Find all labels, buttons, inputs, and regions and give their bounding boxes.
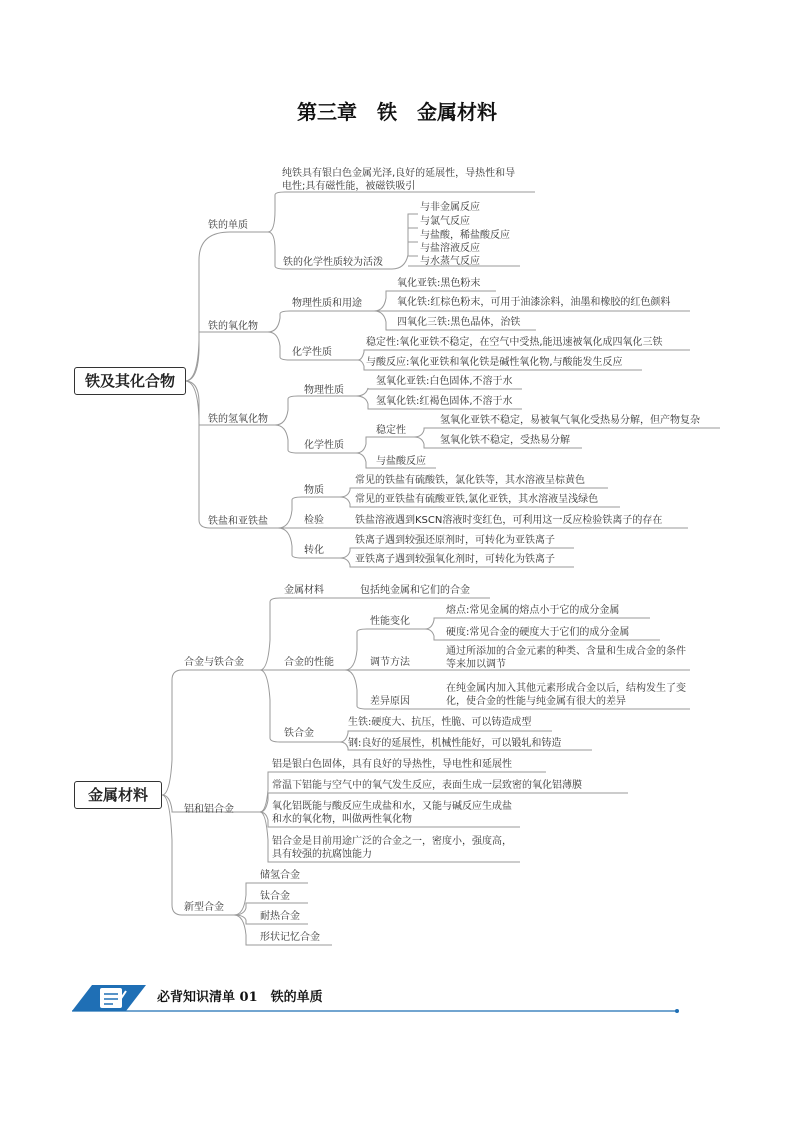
node-new-3: 耐热合金 (260, 911, 300, 922)
node-reaction-3: 与盐酸，稀盐酸反应 (420, 230, 510, 241)
node-hydroxide-stability: 稳定性 (376, 425, 406, 436)
node-reaction-4: 与盐溶液反应 (420, 243, 480, 254)
node-hydroxide-phys-1: 氢氧化亚铁:白色固体,不溶于水 (376, 376, 513, 387)
node-reaction-5: 与水蒸气反应 (420, 256, 480, 267)
node-iron-hydroxides: 铁的氢氧化物 (208, 414, 268, 425)
node-iron-oxides: 铁的氧化物 (208, 321, 258, 332)
notepad-pencil-icon (98, 986, 126, 1010)
node-iron-simple: 铁的单质 (208, 220, 248, 231)
node-reaction-2: 与氯气反应 (420, 216, 470, 227)
node-adjust-item: 通过所添加的合金元素的种类、含量和生成合金的条件等来加以调节 (446, 646, 686, 670)
page-title: 第三章 铁 金属材料 (297, 100, 497, 124)
node-oxide-item-3: 四氧化三铁:黑色晶体，治铁 (397, 317, 521, 328)
node-iron-alloy-2: 钢:良好的延展性，机械性能好，可以锻轧和铸造 (348, 738, 562, 749)
node-metal-item: 包括纯金属和它们的合金 (360, 585, 470, 596)
node-hydroxide-acid: 与盐酸反应 (376, 456, 426, 467)
node-perf-1: 熔点:常见金属的熔点小于它的成分金属 (446, 605, 620, 616)
node-stability-2: 氢氧化铁不稳定，受热易分解 (440, 435, 570, 446)
node-diff-item: 在纯金属内加入其他元素形成合金以后，结构发生了变化，使合金的性能与纯金属有很大的差异 (446, 683, 686, 707)
node-oxide-chem-1: 稳定性:氧化亚铁不稳定，在空气中受热,能迅速被氧化成四氧化三铁 (366, 337, 663, 348)
node-perf-change: 性能变化 (370, 616, 410, 627)
node-oxide-chem-2: 与酸反应:氧化亚铁和氧化铁是碱性氧化物,与酸能发生反应 (366, 357, 623, 368)
node-al-2: 常温下铝能与空气中的氧气发生反应，表面生成一层致密的氧化铝薄膜 (272, 780, 582, 791)
node-alloy: 合金与铁合金 (184, 657, 244, 668)
node-salt-2: 常见的亚铁盐有硫酸亚铁,氯化亚铁，其水溶液呈浅绿色 (355, 494, 599, 505)
node-new-1: 储氢合金 (260, 870, 300, 881)
node-diff: 差异原因 (370, 696, 410, 707)
section-banner-title: 必背知识清单 01 铁的单质 (157, 990, 323, 1005)
node-salts-substance: 物质 (304, 485, 324, 496)
node-iron-salts: 铁盐和亚铁盐 (208, 516, 268, 527)
node-salt-1: 常见的铁盐有硫酸铁，氯化铁等，其水溶液呈棕黄色 (355, 475, 585, 486)
node-al-4: 铝合金是目前用途广泛的合金之一，密度小，强度高，具有较强的抗腐蚀能力 (272, 836, 512, 860)
node-new-4: 形状记忆合金 (260, 932, 320, 943)
node-aluminum: 铝和铝合金 (184, 804, 234, 815)
node-hydroxide-phys-2: 氢氧化铁:红褐色固体,不溶于水 (376, 396, 513, 407)
node-new-alloy: 新型合金 (184, 902, 224, 913)
node-convert-2: 亚铁离子遇到较强氧化剂时，可转化为铁离子 (355, 554, 555, 565)
node-iron-alloy-1: 生铁:硬度大、抗压，性脆、可以铸造成型 (348, 717, 532, 728)
node-stability-1: 氢氧化亚铁不稳定，易被氧气氧化受热易分解，但产物复杂 (440, 415, 700, 426)
node-convert-1: 铁离子遇到较强还原剂时，可转化为亚铁离子 (355, 535, 555, 546)
node-metal-materials: 金属材料 (284, 585, 324, 596)
node-perf-2: 硬度:常见合金的硬度大于它们的成分金属 (446, 627, 630, 638)
node-test-item: 铁盐溶液遇到KSCN溶液时变红色，可利用这一反应检验铁离子的存在 (355, 515, 663, 526)
node-reaction-1: 与非金属反应 (420, 202, 480, 213)
node-oxide-physical: 物理性质和用途 (292, 298, 362, 309)
node-new-2: 钛合金 (260, 891, 290, 902)
node-alloy-props: 合金的性能 (284, 657, 334, 668)
node-hydroxide-physical: 物理性质 (304, 385, 344, 396)
node-al-3: 氧化铝既能与酸反应生成盐和水，又能与碱反应生成盐和水的氧化物，叫做两性氧化物 (272, 801, 512, 825)
node-oxide-item-1: 氧化亚铁:黑色粉末 (397, 278, 481, 289)
root-iron-compounds: 铁及其化合物 (74, 367, 186, 395)
node-salts-test: 检验 (304, 515, 324, 526)
node-adjust: 调节方法 (370, 657, 410, 668)
root-metal-materials: 金属材料 (74, 781, 162, 809)
node-iron-alloy: 铁合金 (284, 728, 314, 739)
node-oxide-item-2: 氧化铁:红棕色粉末，可用于油漆涂料，油墨和橡胶的红色颜料 (397, 297, 671, 308)
node-iron-chemical: 铁的化学性质较为活泼 (283, 257, 383, 268)
node-iron-physical: 纯铁具有银白色金属光泽,良好的延展性，导热性和导电性;具有磁性能，被磁铁吸引 (282, 168, 516, 192)
node-oxide-chemical: 化学性质 (292, 347, 332, 358)
node-al-1: 铝是银白色固体，具有良好的导热性，导电性和延展性 (272, 759, 512, 770)
node-hydroxide-chemical: 化学性质 (304, 440, 344, 451)
node-salts-convert: 转化 (304, 545, 324, 556)
